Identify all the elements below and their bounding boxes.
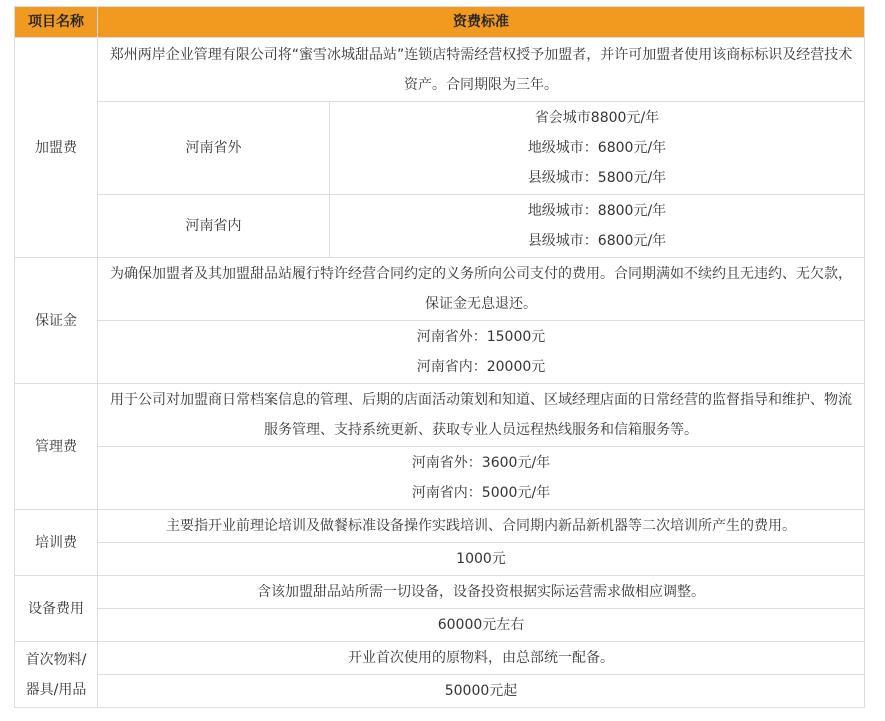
price-line: 河南省外：3600元/年 [411,455,551,471]
header-fee-standard: 资费标准 [98,7,865,38]
price-line: 地级城市：8800元/年 [527,203,667,219]
category-materials-line2: 器具/用品 [25,681,87,698]
price-line: 县级城市：6800元/年 [527,233,667,249]
category-management-fee: 管理费 [15,384,98,510]
category-materials-line1: 首次物料/ [25,651,87,668]
category-franchise-fee: 加盟费 [15,38,98,258]
franchise-outside-prices [330,102,865,195]
price-line: 河南省外：15000元 [416,329,546,345]
table-row-training-value [15,543,865,576]
table-row-management-desc [15,384,865,447]
deposit-values [98,321,865,384]
price-line: 地级城市：6800元/年 [527,140,667,156]
table-row-training-desc [15,510,865,543]
fee-table [14,6,865,708]
price-line: 省会城市8800元/年 [534,110,660,126]
table-row-franchise-desc [15,38,865,102]
category-deposit: 保证金 [15,258,98,384]
franchise-inside-label: 河南省内 [98,195,330,258]
franchise-inside-prices [330,195,865,258]
table-row-deposit-desc [15,258,865,321]
training-value: 1000元 [98,543,865,576]
franchise-description: 郑州两岸企业管理有限公司将“蜜雪冰城甜品站”连锁店特需经营权授予加盟者，并许可加盟者使用该商标标识及经营技术资产。合同期限为三年。 [98,38,865,102]
materials-value: 50000元起 [98,675,865,708]
price-line: 河南省内：5000元/年 [411,485,551,501]
category-equipment-fee: 设备费用 [15,576,98,642]
training-description: 主要指开业前理论培训及做餐标准设备操作实践培训、合同期内新品新机器等二次培训所产生的费用。 [98,510,865,543]
materials-description: 开业首次使用的原物料，由总部统一配备。 [98,642,865,675]
header-item-name: 项目名称 [15,7,98,38]
table-row-equipment-value [15,609,865,642]
category-training-fee: 培训费 [15,510,98,576]
table-row-materials-desc [15,642,865,675]
table-row-equipment-desc [15,576,865,609]
deposit-description: 为确保加盟者及其加盟甜品站履行特许经营合同约定的义务所向公司支付的费用。合同期满如不续约且无违约、无欠款，保证金无息退还。 [98,258,865,321]
table-row-franchise-outside [15,102,865,195]
equipment-value: 60000元左右 [98,609,865,642]
table-header-row [15,7,865,38]
price-line: 县级城市：5800元/年 [527,170,667,186]
table-row-management-values [15,447,865,510]
equipment-description: 含该加盟甜品站所需一切设备，设备投资根据实际运营需求做相应调整。 [98,576,865,609]
category-materials [15,642,98,708]
management-description: 用于公司对加盟商日常档案信息的管理、后期的店面活动策划和知道、区域经理店面的日常经营的监督指导和维护、物流服务管理、支持系统更新、获取专业人员远程热线服务和信箱服务等。 [98,384,865,447]
management-values [98,447,865,510]
price-line: 河南省内：20000元 [416,359,546,375]
table-row-deposit-values [15,321,865,384]
table-row-materials-value [15,675,865,708]
table-row-franchise-inside [15,195,865,258]
franchise-outside-label: 河南省外 [98,102,330,195]
